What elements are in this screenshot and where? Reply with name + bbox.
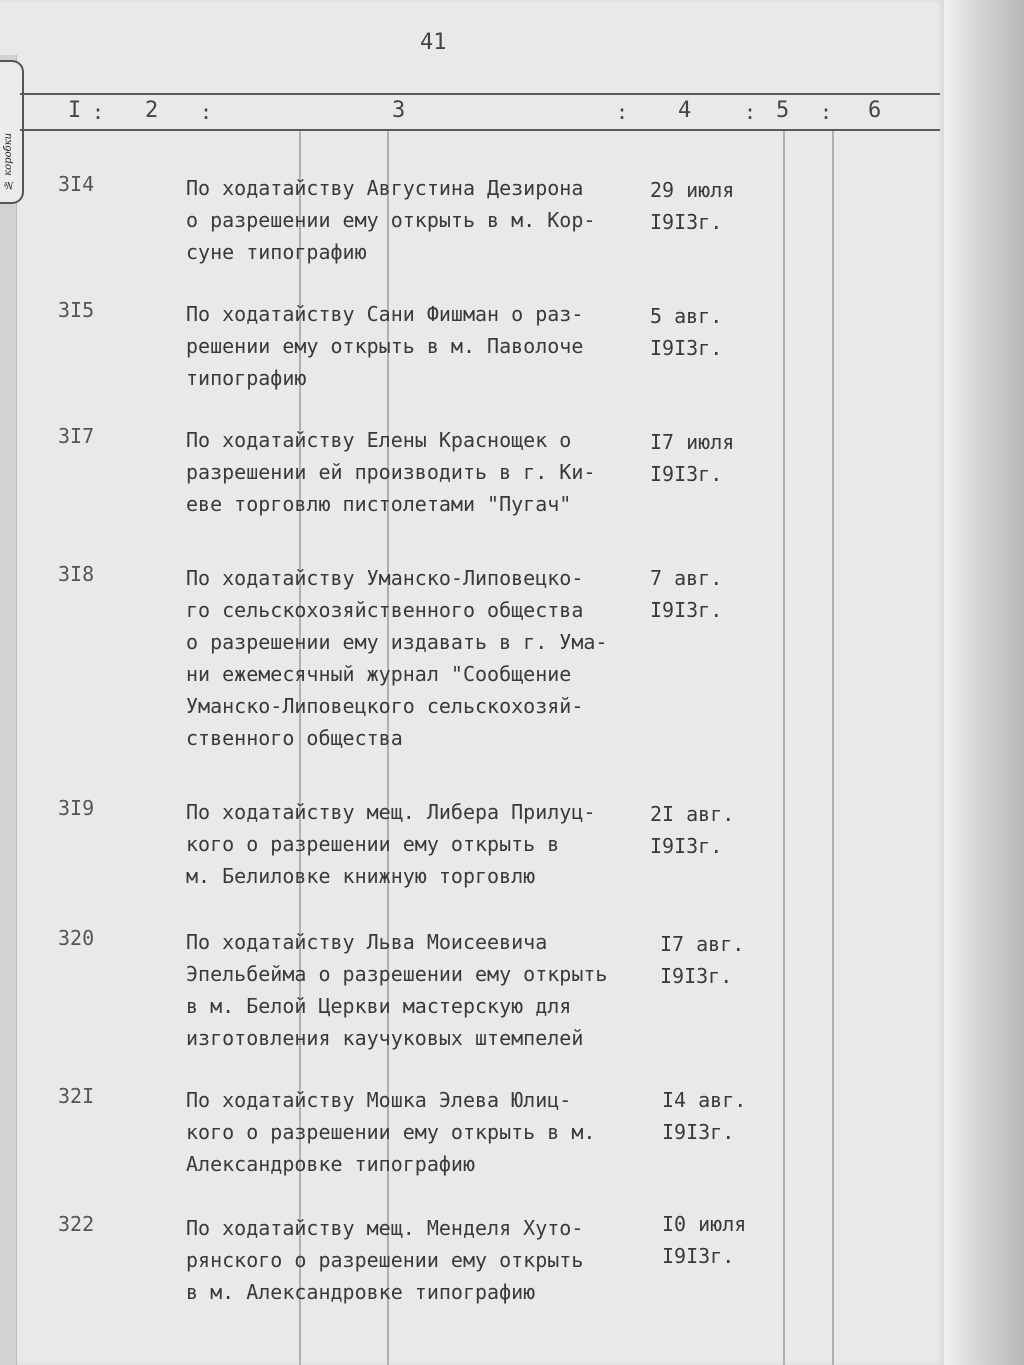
column-6-header: 6 xyxy=(868,98,882,123)
date-year: I9I3г. xyxy=(662,1244,735,1268)
entry-number: 3I8 xyxy=(58,562,95,586)
description-line: Эпельбейма о разрешении ему открыть xyxy=(186,962,608,986)
entry-description xyxy=(186,172,651,268)
description-line: го сельскохозяйственного общества xyxy=(186,598,584,622)
description-line: рянского о разрешении ему открыть xyxy=(186,1248,584,1272)
column-4-header: 4 xyxy=(678,98,692,123)
entry-date xyxy=(660,928,790,992)
page-number: 41 xyxy=(420,30,447,55)
date-day: 2I авг. xyxy=(650,802,735,826)
description-line: м. Белиловке книжную торговлю xyxy=(186,864,536,888)
entry-description xyxy=(186,1084,651,1180)
description-line: По ходатайству Августина Дезирона xyxy=(186,176,584,200)
column-divider xyxy=(832,131,834,1365)
entry-description xyxy=(186,298,651,394)
entry-date xyxy=(650,798,780,862)
column-separator: : xyxy=(92,100,105,124)
date-year: I9I3г. xyxy=(660,964,733,988)
page-edge xyxy=(944,0,1024,1365)
column-separator: : xyxy=(744,100,757,124)
date-day: 7 авг. xyxy=(650,566,723,590)
description-line: решении ему открыть в м. Паволоче xyxy=(186,334,584,358)
description-line: По ходатайству мещ. Менделя Хуто- xyxy=(186,1216,584,1240)
description-line: По ходатайству Уманско-Липовецко- xyxy=(186,566,584,590)
entry-description xyxy=(186,926,651,1054)
column-separator: : xyxy=(200,100,213,124)
date-day: 5 авг. xyxy=(650,304,723,328)
entry-number: 32I xyxy=(58,1084,95,1108)
column-1-header: I xyxy=(68,98,82,123)
column-divider xyxy=(783,131,785,1365)
entry-number: 3I7 xyxy=(58,424,95,448)
column-3-header: 3 xyxy=(392,98,406,123)
description-line: о разрешении ему издавать в г. Ума- xyxy=(186,630,608,654)
description-line: изготовления каучуковых штемпелей xyxy=(186,1026,584,1050)
description-line: ственного общества xyxy=(186,726,403,750)
description-line: По ходатайству Льва Моисеевича xyxy=(186,930,548,954)
description-line: в м. Александровке типографию xyxy=(186,1280,536,1304)
description-line: еве торговлю пистолетами "Пугач" xyxy=(186,492,572,516)
entry-number: 3I4 xyxy=(58,172,95,196)
description-line: По ходатайству Елены Краснощек о xyxy=(186,428,572,452)
date-day: I4 авг. xyxy=(662,1088,747,1112)
entry-description xyxy=(186,796,651,892)
binding-label: № коробки xyxy=(3,132,14,190)
header-bottom-rule xyxy=(20,129,940,131)
date-day: 29 июля xyxy=(650,178,735,202)
entry-number: 3I5 xyxy=(58,298,95,322)
date-year: I9I3г. xyxy=(650,834,723,858)
column-separator: : xyxy=(820,100,833,124)
entry-date xyxy=(650,426,780,490)
entry-description xyxy=(186,562,651,754)
description-line: Уманско-Липовецкого сельскохозяй- xyxy=(186,694,584,718)
binding-strip xyxy=(0,55,17,1365)
column-separator: : xyxy=(616,100,629,124)
description-line: типографию xyxy=(186,366,307,390)
header-top-rule xyxy=(20,93,940,95)
entry-date xyxy=(650,562,780,626)
description-line: в м. Белой Церкви мастерскую для xyxy=(186,994,572,1018)
entry-date xyxy=(662,1208,792,1272)
description-line: По ходатайству Мошка Элева Юлиц- xyxy=(186,1088,572,1112)
entry-date xyxy=(650,300,780,364)
date-year: I9I3г. xyxy=(650,336,723,360)
description-line: кого о разрешении ему открыть в м. xyxy=(186,1120,596,1144)
entry-date xyxy=(662,1084,792,1148)
date-day: I7 авг. xyxy=(660,932,745,956)
date-year: I9I3г. xyxy=(650,462,723,486)
description-line: ни ежемесячный журнал "Сообщение xyxy=(186,662,572,686)
description-line: По ходатайству Сани Фишман о раз- xyxy=(186,302,584,326)
description-line: о разрешении ему открыть в м. Кор- xyxy=(186,208,596,232)
entry-description xyxy=(186,424,651,520)
description-line: Александровке типографию xyxy=(186,1152,475,1176)
entry-description xyxy=(186,1212,651,1308)
description-line: По ходатайству мещ. Либера Прилуц- xyxy=(186,800,596,824)
description-line: кого о разрешении ему открыть в xyxy=(186,832,560,856)
column-2-header: 2 xyxy=(145,98,159,123)
entry-number: 3I9 xyxy=(58,796,95,820)
date-year: I9I3г. xyxy=(662,1120,735,1144)
entry-number: 322 xyxy=(58,1212,95,1236)
entry-number: 320 xyxy=(58,926,95,950)
description-line: разрешении ей производить в г. Ки- xyxy=(186,460,596,484)
entry-date xyxy=(650,174,780,238)
date-year: I9I3г. xyxy=(650,598,723,622)
date-year: I9I3г. xyxy=(650,210,723,234)
column-5-header: 5 xyxy=(776,98,790,123)
date-day: I7 июля xyxy=(650,430,735,454)
description-line: суне типографию xyxy=(186,240,367,264)
date-day: I0 июля xyxy=(662,1212,747,1236)
